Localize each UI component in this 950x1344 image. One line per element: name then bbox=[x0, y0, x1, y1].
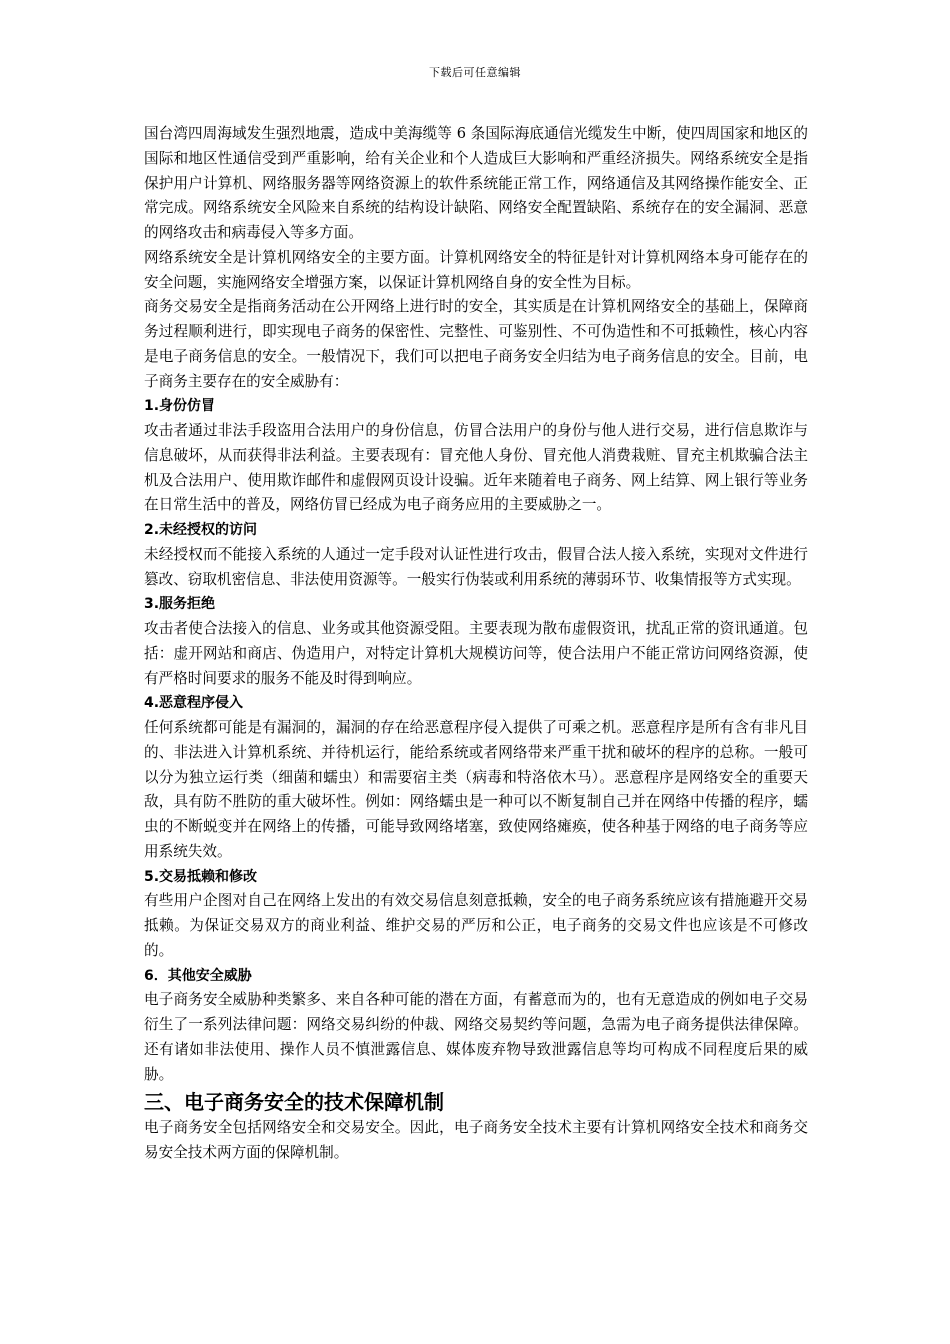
threat-body-repudiation: 有些用户企图对自己在网络上发出的有效交易信息刻意抵赖，安全的电子商务系统应该有措施避开交易抵赖。为保证交易双方的商业利益、维护交易的严厉和公正，电子商务的交易文件也应该是不可修改的。 bbox=[144, 892, 808, 959]
document-body bbox=[144, 122, 808, 1166]
intro-paragraph-3: 商务交易安全是指商务活动在公开网络上进行时的安全，其实质是在计算机网络安全的基础上，保障商务过程顺利进行，即实现电子商务的保密性、完整性、可鉴别性、不可伪造性和不可抵赖性，核心内容是电子商务信息的安全。一般情况下，我们可以把电子商务安全归结为电子商务信息的安全。目前，电子商务主要存在的安全威胁有： bbox=[144, 298, 808, 390]
threat-body-identity-spoofing: 攻击者通过非法手段盗用合法用户的身份信息，仿冒合法用户的身份与他人进行交易，进行信息欺诈与信息破坏，从而获得非法利益。主要表现有：冒充他人身份、冒充他人消费栽赃、冒充主机欺骗合法主机及合法用户、使用欺诈邮件和虚假网页设计设骗。近年来随着电子商务、网上结算、网上银行等业务在日常生活中的普及，网络仿冒已经成为电子商务应用的主要威胁之一。 bbox=[144, 422, 808, 514]
threat-heading-repudiation: 5.交易抵赖和修改 bbox=[144, 868, 258, 885]
intro-paragraph-1: 国台湾四周海域发生强烈地震，造成中美海缆等 6 条国际海底通信光缆发生中断，使四周国家和地区的国际和地区性通信受到严重影响，给有关企业和个人造成巨大影响和严重经济损失。网络系统安全是指保护用户计算机、网络服务器等网络资源上的软件系统能正常工作，网络通信及其网络操作能安全、正常完成。网络系统安全风险来自系统的结构设计缺陷、网络安全配置缺陷、系统存在的安全漏洞、恶意的网络攻击和病毒侵入等多方面。 bbox=[144, 125, 808, 241]
threat-body-unauthorized-access: 未经授权而不能接入系统的人通过一定手段对认证性进行攻击，假冒合法人接入系统，实现对文件进行篡改、窃取机密信息、非法使用资源等。一般实行伪装或利用系统的薄弱环节、收集情报等方式实现。 bbox=[144, 545, 808, 588]
intro-paragraph-2: 网络系统安全是计算机网络安全的主要方面。计算机网络安全的特征是针对计算机网络本身可能存在的安全问题，实施网络安全增强方案，以保证计算机网络自身的安全性为目标。 bbox=[144, 248, 808, 291]
threat-heading-other: 6．其他安全威胁 bbox=[144, 967, 252, 984]
threat-body-malware: 任何系统都可能是有漏洞的，漏洞的存在给恶意程序侵入提供了可乘之机。恶意程序是所有含有非凡目的、非法进入计算机系统、并待机运行，能给系统或者网络带来严重干扰和破坏的程序的总称。一般可以分为独立运行类（细菌和蠕虫）和需要宿主类（病毒和特洛依木马）。恶意程序是网络安全的重要天敌，具有防不胜防的重大破坏性。例如：网络蠕虫是一种可以不断复制自己并在网络中传播的程序，蠕虫的不断蜕变并在网络上的传播，可能导致网络堵塞，致使网络瘫痪，使各种基于网络的电子商务等应用系统失效。 bbox=[144, 719, 808, 860]
threat-heading-identity-spoofing: 1.身份仿冒 bbox=[144, 398, 216, 415]
page-header: 下载后可任意编辑 bbox=[429, 66, 521, 79]
threat-body-other: 电子商务安全威胁种类繁多、来自各种可能的潜在方面，有蓄意而为的，也有无意造成的例如电子交易衍生了一系列法律问题：网络交易纠纷的仲裁、网络交易契约等问题，急需为电子商务提供法律保障。还有诸如非法使用、操作人员不慎泄露信息、媒体废弃物导致泄露信息等均可构成不同程度后果的威胁。 bbox=[144, 991, 808, 1083]
threat-body-denial-of-service: 攻击者使合法接入的信息、业务或其他资源受阻。主要表现为散布虚假资讯，扰乱正常的资讯通道。包括：虚开网站和商店、伪造用户，对特定计算机大规模访问等，使合法用户不能正常访问网络资源，使有严格时间要求的服务不能及时得到响应。 bbox=[144, 620, 808, 687]
threat-heading-denial-of-service: 3.服务拒绝 bbox=[144, 596, 216, 613]
section-body: 电子商务安全包括网络安全和交易安全。因此，电子商务安全技术主要有计算机网络安全技术和商务交易安全技术两方面的保障机制。 bbox=[144, 1119, 808, 1161]
threat-heading-malware: 4.恶意程序侵入 bbox=[144, 695, 244, 712]
threat-heading-unauthorized-access: 2.未经授权的访问 bbox=[144, 522, 258, 538]
section-heading: 三、电子商务安全的技术保障机制 bbox=[144, 1090, 444, 1115]
